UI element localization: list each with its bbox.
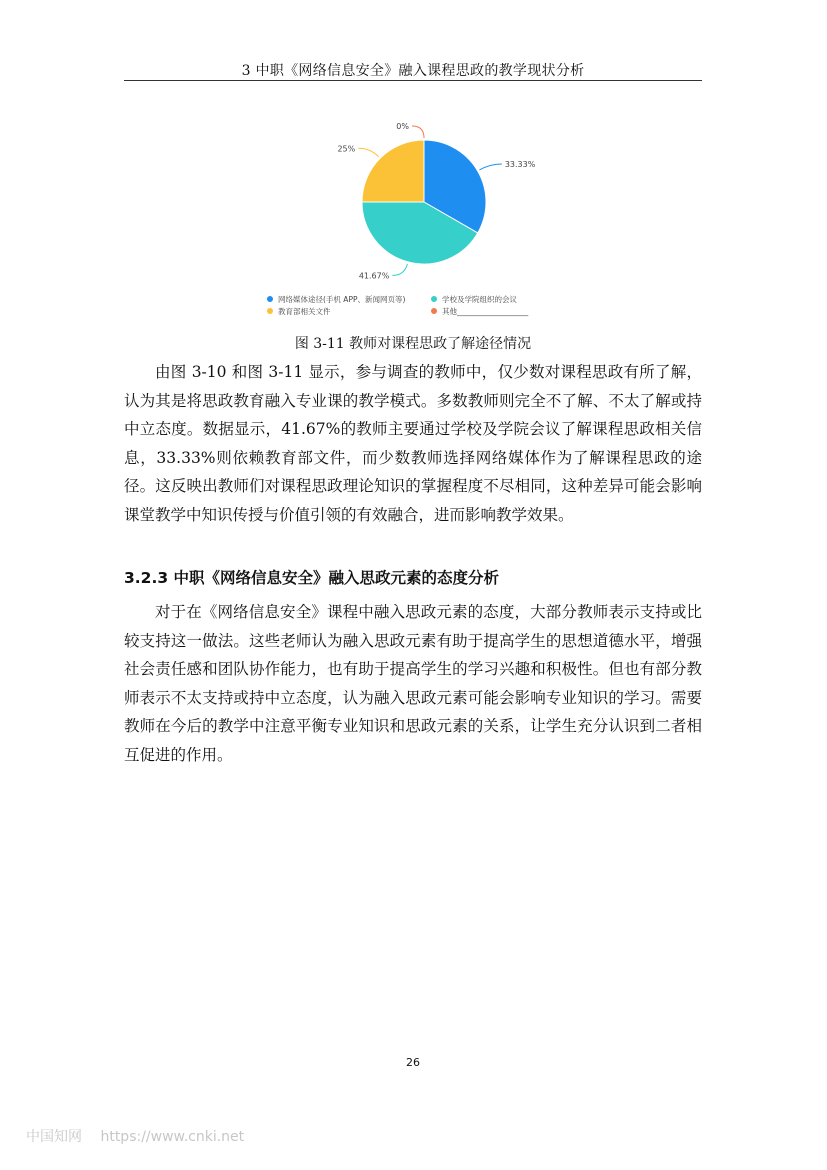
figure-caption: 图 3-11 教师对课程思政了解途径情况 [294, 336, 532, 352]
legend-label: 学校及学院组织的会议 [442, 295, 517, 304]
pie-data-label: 0% [396, 122, 409, 131]
pie-data-label: 41.67% [358, 271, 390, 281]
page-number: 26 [406, 1056, 420, 1069]
legend-marker [267, 308, 273, 314]
running-header: 3 中职《网络信息安全》融入课程思政的教学现状分析 [241, 63, 585, 79]
pie-leader-line [412, 126, 424, 138]
body-paragraph-2: 对于在《网络信息安全》课程中融入思政元素的态度，大部分教师表示支持或比较支持这一做法。这些老师认为融入思政元素有助于提高学生的思想道德水平，增强社会责任感和团队协作能力，也有助于提高学生的学习兴趣和积极性。但也有部分教师表示不太支持或持中立态度，认为融入思政元素可能会影响专业知识的学习。需要教师在今后的教学中注意平衡专业知识和思政元素的关系，让学生充分认识到二者相互促进的作用。 [124, 603, 702, 764]
pie-chart [260, 108, 590, 323]
legend-label: 网络媒体途径(手机 APP、新闻网页等) [278, 295, 406, 304]
legend-label: 教育部相关文件 [278, 307, 331, 316]
legend-label: 其他___________________ [442, 307, 529, 316]
header-rule [124, 80, 702, 81]
pie-data-label: 33.33% [504, 159, 536, 169]
pie-leader-line [392, 264, 407, 276]
legend-marker [267, 296, 273, 302]
legend-marker [431, 296, 437, 302]
pie-leader-line [479, 164, 501, 170]
legend-marker [431, 308, 437, 314]
pie-leader-line [358, 148, 378, 156]
watermark-url: https://www.cnki.net [100, 1129, 245, 1145]
pie-slice [362, 140, 424, 202]
section-heading: 3.2.3 中职《网络信息安全》融入思政元素的态度分析 [124, 569, 500, 587]
pie-data-label: 25% [337, 144, 356, 154]
body-paragraph-1: 由图 3-10 和图 3-11 显示，参与调查的教师中，仅少数对课程思政有所了解，认为其是将思政教育融入专业课的教学模式。多数教师则完全不了解、不太了解或持中立态度。数据显示，41.67%的教师主要通过学校及学院会议了解课程思政相关信息，33.33%则依赖教育部文件，而少数教师选择网络媒体作为了解课程思政的途径。这反映出教师们对课程思政理论知识的掌握程度不尽相同，这种差异可能会影响课堂教学中知识传授与价值引领的有效融合，进而影响教学效果。 [124, 363, 702, 524]
watermark [26, 1126, 258, 1146]
watermark-site: 中国知网 [26, 1129, 82, 1145]
